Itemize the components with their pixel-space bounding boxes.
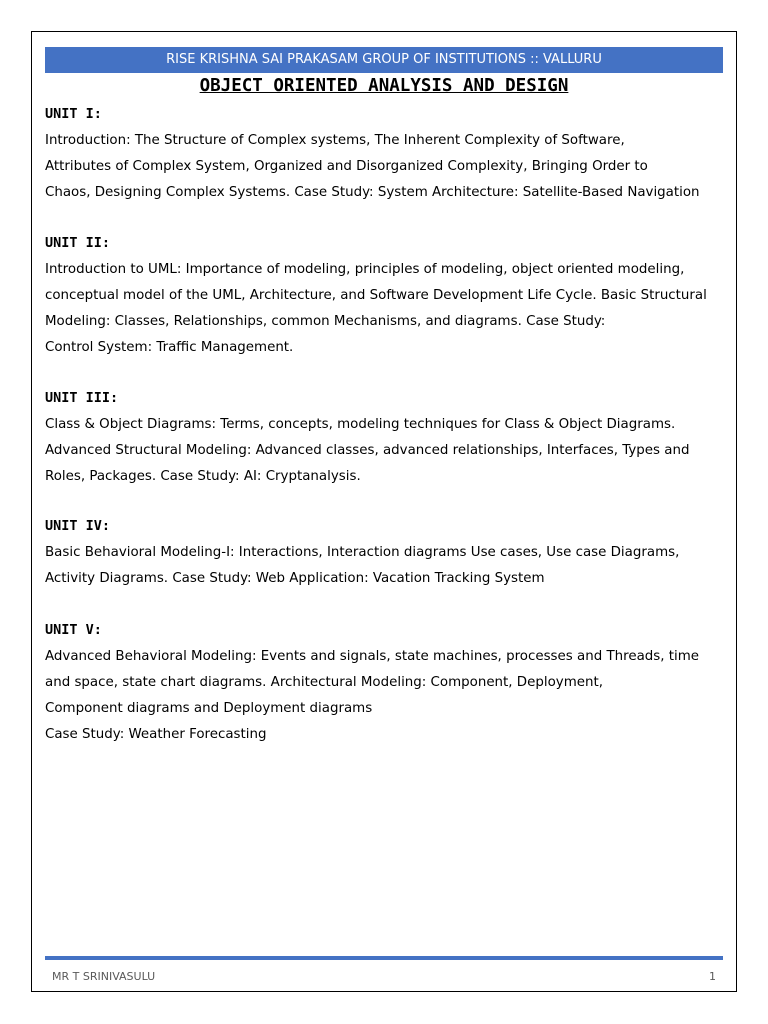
unit-text-line: Attributes of Complex System, Organized and Disorganized Complexity, Bringing Order to	[45, 159, 648, 174]
unit-text-line: Chaos, Designing Complex Systems. Case Study: System Architecture: Satellite-Based Navigation	[45, 185, 700, 200]
unit-heading: UNIT I:	[45, 106, 102, 122]
unit-body	[45, 540, 745, 592]
unit-text-line: Advanced Behavioral Modeling: Events and signals, state machines, processes and Threads, time	[45, 649, 700, 664]
unit-section-2	[45, 234, 745, 361]
unit-text-line: Class & Object Diagrams: Terms, concepts, modeling techniques for Class & Object Diagrams.	[45, 417, 676, 432]
page-number: 1	[709, 970, 716, 983]
unit-text-line: Advanced Structural Modeling: Advanced classes, advanced relationships, Interfaces, Types and	[45, 443, 690, 458]
unit-section-4	[45, 517, 745, 592]
unit-body	[45, 412, 745, 490]
document-title: OBJECT ORIENTED ANALYSIS AND DESIGN	[199, 76, 569, 96]
unit-body	[45, 257, 745, 361]
unit-text-line: Introduction: The Structure of Complex systems, The Inherent Complexity of Software,	[45, 133, 625, 148]
unit-text-line: Roles, Packages. Case Study: AI: Cryptanalysis.	[45, 469, 361, 484]
unit-text-line: Basic Behavioral Modeling-I: Interactions, Interaction diagrams Use cases, Use case Diagrams,	[45, 545, 680, 560]
unit-heading: UNIT IV:	[45, 518, 111, 534]
institution-header: RISE KRISHNA SAI PRAKASAM GROUP OF INSTITUTIONS :: VALLURU	[45, 47, 723, 73]
unit-text-line: Modeling: Classes, Relationships, common Mechanisms, and diagrams. Case Study:	[45, 314, 606, 329]
unit-heading: UNIT V:	[45, 622, 102, 638]
unit-body	[45, 644, 745, 748]
unit-section-5	[45, 621, 745, 748]
unit-text-line: Control System: Traffic Management.	[45, 340, 294, 355]
unit-text-line: Case Study: Weather Forecasting	[45, 727, 267, 742]
unit-body	[45, 128, 745, 206]
unit-section-3	[45, 389, 745, 490]
footer-divider	[45, 956, 723, 960]
unit-text-line: Activity Diagrams. Case Study: Web Application: Vacation Tracking System	[45, 571, 545, 586]
unit-text-line: and space, state chart diagrams. Architectural Modeling: Component, Deployment,	[45, 675, 603, 690]
unit-text-line: conceptual model of the UML, Architecture, and Software Development Life Cycle. Basic Structural	[45, 288, 707, 303]
unit-section-1	[45, 105, 745, 206]
unit-heading: UNIT II:	[45, 235, 111, 251]
footer-author: MR T SRINIVASULU	[52, 970, 156, 983]
unit-text-line: Introduction to UML: Importance of modeling, principles of modeling, object oriented modeling,	[45, 262, 685, 277]
unit-text-line: Component diagrams and Deployment diagrams	[45, 701, 373, 716]
unit-heading: UNIT III:	[45, 390, 119, 406]
